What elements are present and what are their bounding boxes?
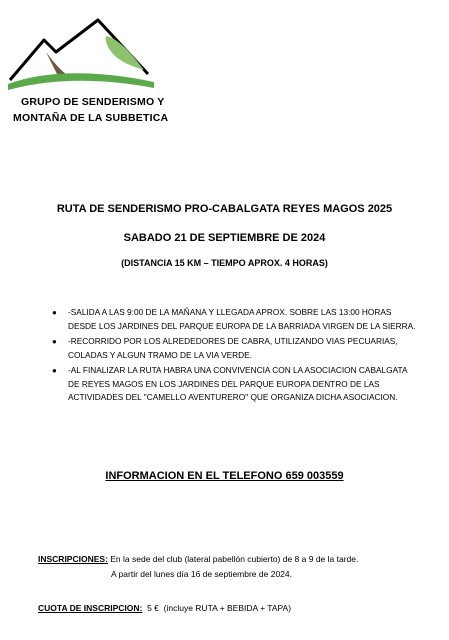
event-date: SABADO 21 DE SEPTIEMBRE DE 2024 (123, 232, 326, 244)
info-phone: INFORMACION EN EL TELEFONO 659 003559 (105, 470, 344, 482)
list-item (52, 306, 416, 333)
list-item-text: -SALIDA A LAS 9:00 DE LA MAÑANA Y LLEGADA APROX. SOBRE LAS 13:00 HORAS DESDE LOS JARDINES DEL PARQUE EUROPA DE LA BARRIADA VIRGEN DE LA SIERRA. (68, 307, 416, 331)
inscripciones-label: INSCRIPCIONES: (38, 554, 108, 564)
bullet-icon: ● (52, 308, 57, 317)
club-name-line2: MONTAÑA DE LA SUBBETICA (13, 112, 169, 124)
details-list (52, 306, 416, 407)
inscripciones-block (38, 552, 438, 582)
inscripciones-text: En la sede del club (lateral pabellón cubierto) de 8 a 9 de la tarde. (107, 554, 359, 564)
event-title: RUTA DE SENDERISMO PRO-CABALGATA REYES MAGOS 2025 (56, 203, 393, 215)
bullet-icon: ● (52, 366, 57, 375)
club-name-line1: GRUPO DE SENDERISMO Y (21, 96, 165, 108)
list-item-text: -RECORRIDO POR LOS ALREDEDORES DE CABRA, UTILIZANDO VIAS PECUARIAS, COLADAS Y ALGUN TRAMO DE LA VIA VERDE. (68, 336, 398, 360)
list-item (52, 335, 416, 362)
list-item (52, 364, 416, 405)
bullet-icon: ● (52, 337, 57, 346)
cuota-label: CUOTA DE INSCRIPCION: (38, 603, 143, 613)
cuota-value: 5 € (incluye RUTA + BEBIDA + TAPA) (142, 603, 292, 613)
inscripciones-date: A partir del lunes día 16 de septiembre de 2024. (111, 569, 292, 579)
cuota-block (38, 601, 291, 616)
club-logo-mountain (6, 14, 156, 92)
list-item-text: -AL FINALIZAR LA RUTA HABRA UNA CONVIVENCIA CON LA ASOCIACION CABALGATA DE REYES MAGOS EN LOS JARDINES DEL PARQUE EUROPA DENTRO DE LAS ACTIVIDADES DEL "CAMELLO AVENTURERO" QUE ORGANIZA DICHA ASOCIACION. (68, 365, 408, 402)
event-distance: (DISTANCIA 15 KM – TIEMPO APROX. 4 HORAS) (121, 258, 328, 268)
